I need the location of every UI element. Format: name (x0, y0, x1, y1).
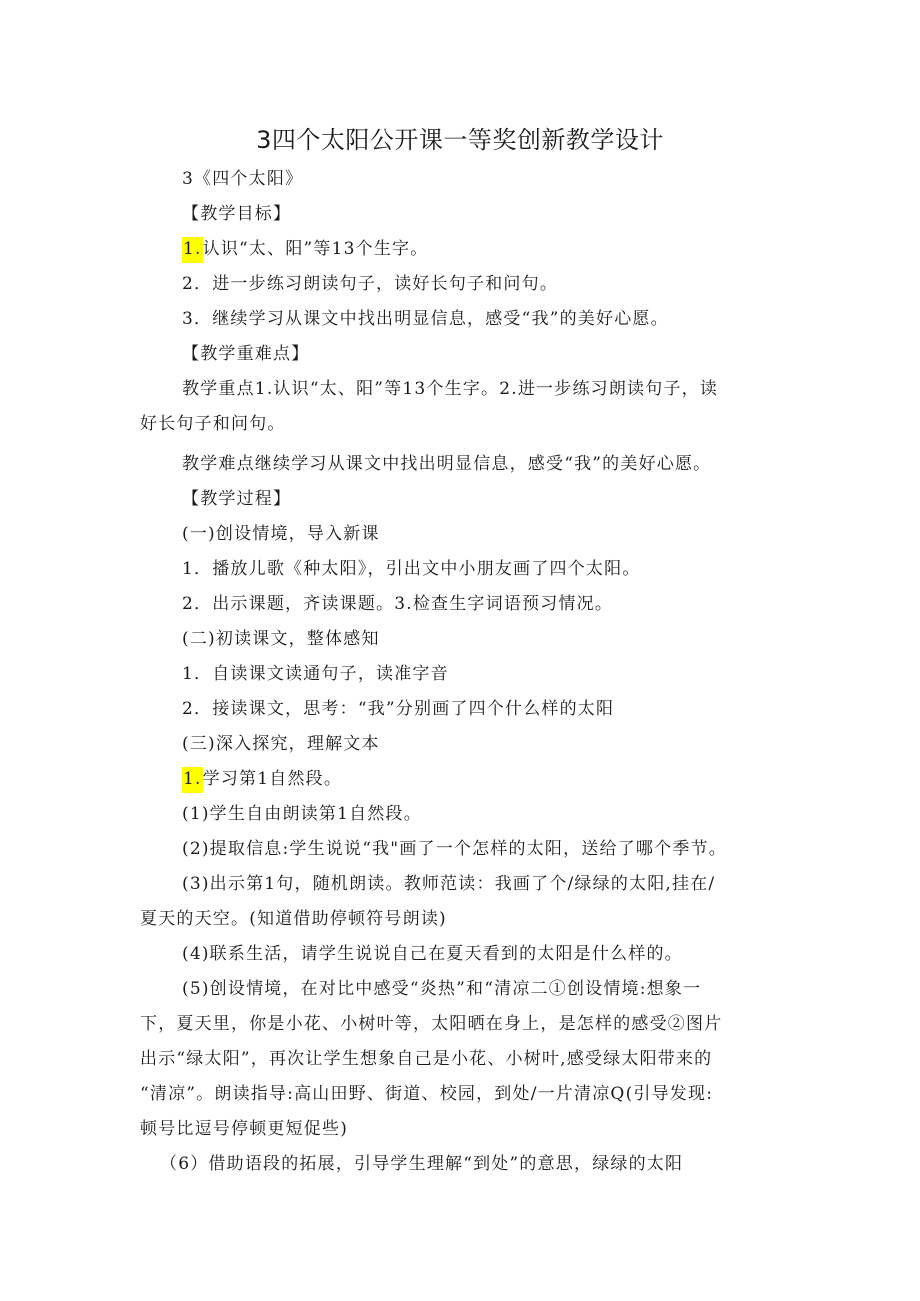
section-heading-process: 【教学过程】 (182, 489, 292, 509)
process-step-3-item-1-text: 学习第1自然段。 (202, 769, 343, 789)
process-step-2-heading: (二)初读课文，整体感知 (182, 629, 380, 649)
substep-1: (1)学生自由朗读第1自然段。 (182, 804, 422, 824)
key-points-paragraph-line-2: 好长句子和问句。 (140, 414, 286, 434)
objective-1-text: 认识“太、阳”等13个生字。 (202, 239, 429, 259)
substep-5-line-1: (5)创设情境，在对比中感受“炎热”和“清凉二①创设情境:想象一 (182, 979, 702, 999)
highlighted-number: 1. (182, 767, 203, 793)
difficulty-paragraph: 教学难点继续学习从课文中找出明显信息，感受“我”的美好心愿。 (182, 454, 712, 474)
substep-3-line-2: 夏天的天空。(知道借助停顿符号朗读) (140, 909, 447, 929)
substep-6: （6）借助语段的拓展，引导学生理解“到处”的意思，绿绿的太阳 (160, 1154, 684, 1174)
process-step-2-item-2: 2．接读课文，思考：“我”分别画了四个什么样的太阳 (182, 699, 615, 719)
objective-2: 2．进一步练习朗读句子，读好长句子和问句。 (182, 274, 559, 294)
key-points-paragraph-line-1: 教学重点1.认识“太、阳”等13个生字。2.进一步练习朗读句子，读 (182, 379, 719, 399)
substep-5-line-2: 下，夏天里，你是小花、小树叶等，太阳晒在身上，是怎样的感受②图片 (140, 1014, 723, 1034)
substep-5-line-4: “清凉”。朗读指导:高山田野、街道、校园，到处/一片清凉Q(引导发现: (140, 1084, 714, 1104)
process-step-1-item-1: 1．播放儿歌《种太阳》，引出文中小朋友画了四个太阳。 (182, 559, 641, 579)
objective-1 (182, 238, 832, 260)
substep-5-line-3: 出示“绿太阳”，再次让学生想象自己是小花、小树叶,感受绿太阳带来的 (140, 1049, 713, 1069)
substep-5-line-5: 顿号比逗号停顿更短促些) (140, 1119, 349, 1139)
process-step-1-item-2: 2．出示课题，齐读课题。3.检查生字词语预习情况。 (182, 594, 614, 614)
process-step-3-heading: (三)深入探究，理解文本 (182, 734, 380, 754)
substep-2: (2)提取信息:学生说说“我"画了一个怎样的太阳，送给了哪个季节。 (182, 839, 727, 859)
substep-4: (4)联系生活，请学生说说自己在夏天看到的太阳是什么样的。 (182, 944, 683, 964)
process-step-3-item-1 (182, 768, 832, 790)
document-title: 3四个太阳公开课一等奖创新教学设计 (256, 126, 664, 154)
lesson-heading: 3《四个太阳》 (182, 169, 304, 189)
process-step-1-heading: (一)创设情境，导入新课 (182, 524, 380, 544)
section-heading-key-points: 【教学重难点】 (182, 344, 310, 364)
process-step-2-item-1: 1．自读课文读通句子，读准字音 (182, 664, 449, 684)
substep-3-line-1: (3)出示第1句，随机朗读。教师范读：我画了个/绿绿的太阳,挂在/ (182, 874, 716, 894)
highlighted-number: 1. (182, 237, 203, 263)
section-heading-objectives: 【教学目标】 (182, 204, 292, 224)
objective-3: 3．继续学习从课文中找出明显信息，感受“我”的美好心愿。 (182, 309, 669, 329)
